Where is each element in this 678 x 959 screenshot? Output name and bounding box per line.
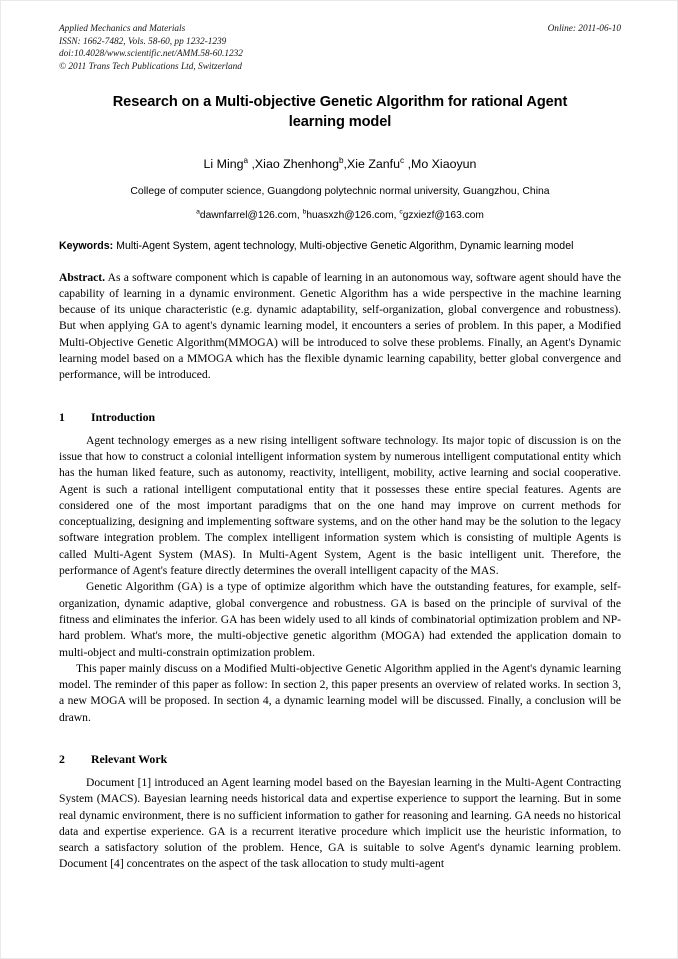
section-number: 1: [59, 409, 65, 424]
keywords-label: Keywords:: [59, 240, 114, 253]
author-separator: ,: [343, 157, 347, 172]
email-list: [59, 210, 621, 221]
author-list: [59, 157, 621, 171]
paragraph: This paper mainly discuss on a Modified Multi-objective Genetic Algorithm applied in the Agent's dynamic learning model. The reminder of this paper as follow: In section 2, this paper presents an overview of related works. In section 3, a new MOGA will be proposed. In section 4, a dynamic learning model will be discussed. Finally, a conclusion will be drawn.: [59, 661, 621, 724]
author-name: Xiao Zhenhong: [254, 157, 339, 172]
author-marker: a: [243, 156, 249, 166]
affiliation: College of computer science, Guangdong polytechnic normal university, Guangzhou, China: [130, 186, 550, 198]
paragraph: Agent technology emerges as a new rising intelligent software technology. Its major topic of discussion is on the issue that how to construct a colonial intelligent information system by numerous intelligent computational entity which has the human liked feature, such as autonomy, reactivity, intelligent, mobility, active learning and social cooperative. Agent is such a rational intelligent computational entity that it possesses these entire special features. Agents are considered one of the most important paradigms that on the one hand may improve on current methods for conceptualizing, designing and implementing software systems, and on the other hand may be the solution to the legacy software integration problem. The complex intelligent information system which is consisting of multiple Agents is called Multi-Agent System (MAS). In Multi-Agent System, Agent is the basic intelligent unit. Therefore, the performance of Agent's feature directly determines the overall intelligent capacity of the MAS.: [59, 433, 621, 578]
author-marker: c: [400, 156, 405, 166]
author-name: Mo Xiaoyun: [411, 157, 477, 172]
paragraph: Genetic Algorithm (GA) is a type of optimize algorithm which have the outstanding features, for example, self-organization, dynamic adaptive, global convergence and robustness. GA is based on the principle of survival of the fitness and eliminates the inferior. GA has been widely used to all kinds of combinatorial optimization problem and NP-hard problem. What's more, the multi-objective genetic algorithm (MOGA) had extended the application domain to multi-object and multi-constrain optimization problem.: [59, 580, 621, 659]
section-number: 2: [59, 752, 65, 766]
page-title: Research on a Multi-objective Genetic Algorithm for rational Agent learning model: [112, 94, 568, 130]
journal-issn-line: ISSN: 1662-7482, Vols. 58-60, pp 1232-1239: [59, 36, 227, 47]
author-entry: [411, 157, 476, 171]
email-marker: b: [302, 208, 307, 216]
author-entry: [347, 157, 404, 171]
journal-header: [59, 23, 621, 73]
author-entry: [255, 157, 344, 171]
online-date: Online: 2011-06-10: [547, 24, 621, 34]
paragraph: Document [1] introduced an Agent learning model based on the Bayesian learning in the Multi-Agent Contracting System (MACS). Bayesian learning needs historical data and expertise experience to support the learning. But in some real dynamic environment, there is no sufficient information to gather for reasoning and learning. GA needs no historical data and expertise experience. GA is a recurrent iterative procedure which implicit use the heuristic information, to search a satisfactory solution of the problem. Hence, GA is suitable to solve Agent's dynamic learning problem. Document [4] concentrates on the aspect of the task allocation to study multi-agent: [59, 776, 621, 871]
keywords-text: Multi-Agent System, agent technology, Multi-objective Genetic Algorithm, Dynamic learning model: [116, 240, 574, 253]
author-name: Li Ming: [203, 157, 244, 172]
abstract-label: Abstract.: [59, 270, 106, 284]
email-marker: a: [196, 208, 200, 216]
section-title: Relevant Work: [91, 752, 168, 766]
author-entry: [204, 157, 249, 171]
author-separator: ,: [404, 157, 412, 172]
email-address[interactable]: huasxzh@126.com,: [306, 210, 397, 222]
section-title: Introduction: [91, 409, 156, 424]
email-address[interactable]: dawnfarrel@126.com,: [199, 210, 300, 222]
author-name: Xie Zanfu: [346, 157, 401, 172]
journal-copyright-line: © 2011 Trans Tech Publications Ltd, Switzerland: [59, 61, 242, 72]
author-marker: b: [338, 156, 344, 166]
author-separator: ,: [248, 157, 255, 172]
email-marker: c: [399, 208, 403, 216]
journal-name: Applied Mechanics and Materials: [59, 24, 186, 34]
keywords-block: [59, 239, 621, 254]
abstract-block: [59, 270, 621, 384]
journal-doi-line: doi:10.4028/www.scientific.net/AMM.58-60.1232: [59, 49, 243, 60]
section-heading-relevant-work: [59, 752, 621, 767]
section-heading-introduction: [59, 410, 621, 425]
abstract-text: As a software component which is capable of learning in an autonomous way, software agent should have the capability of learning in a dynamic environment. Genetic Algorithm has a wide perspective in the machine learning because of its unique characteristic (e.g. dynamic adaptability, self-organization, global convergence and robustness). But when applying GA to agent's dynamic learning model, it encounters a series of problem. In this paper, a Modified Multi-Objective Genetic Algorithm(MMOGA) will be introduced to solve these problems. Finally, an Agent's Dynamic learning model based on a MMOGA which has the flexible dynamic learning capability, better global convergence and performance, will be introduced.: [59, 270, 621, 382]
email-address[interactable]: gzxiezf@163.com: [402, 210, 484, 222]
page-content: [59, 23, 621, 873]
